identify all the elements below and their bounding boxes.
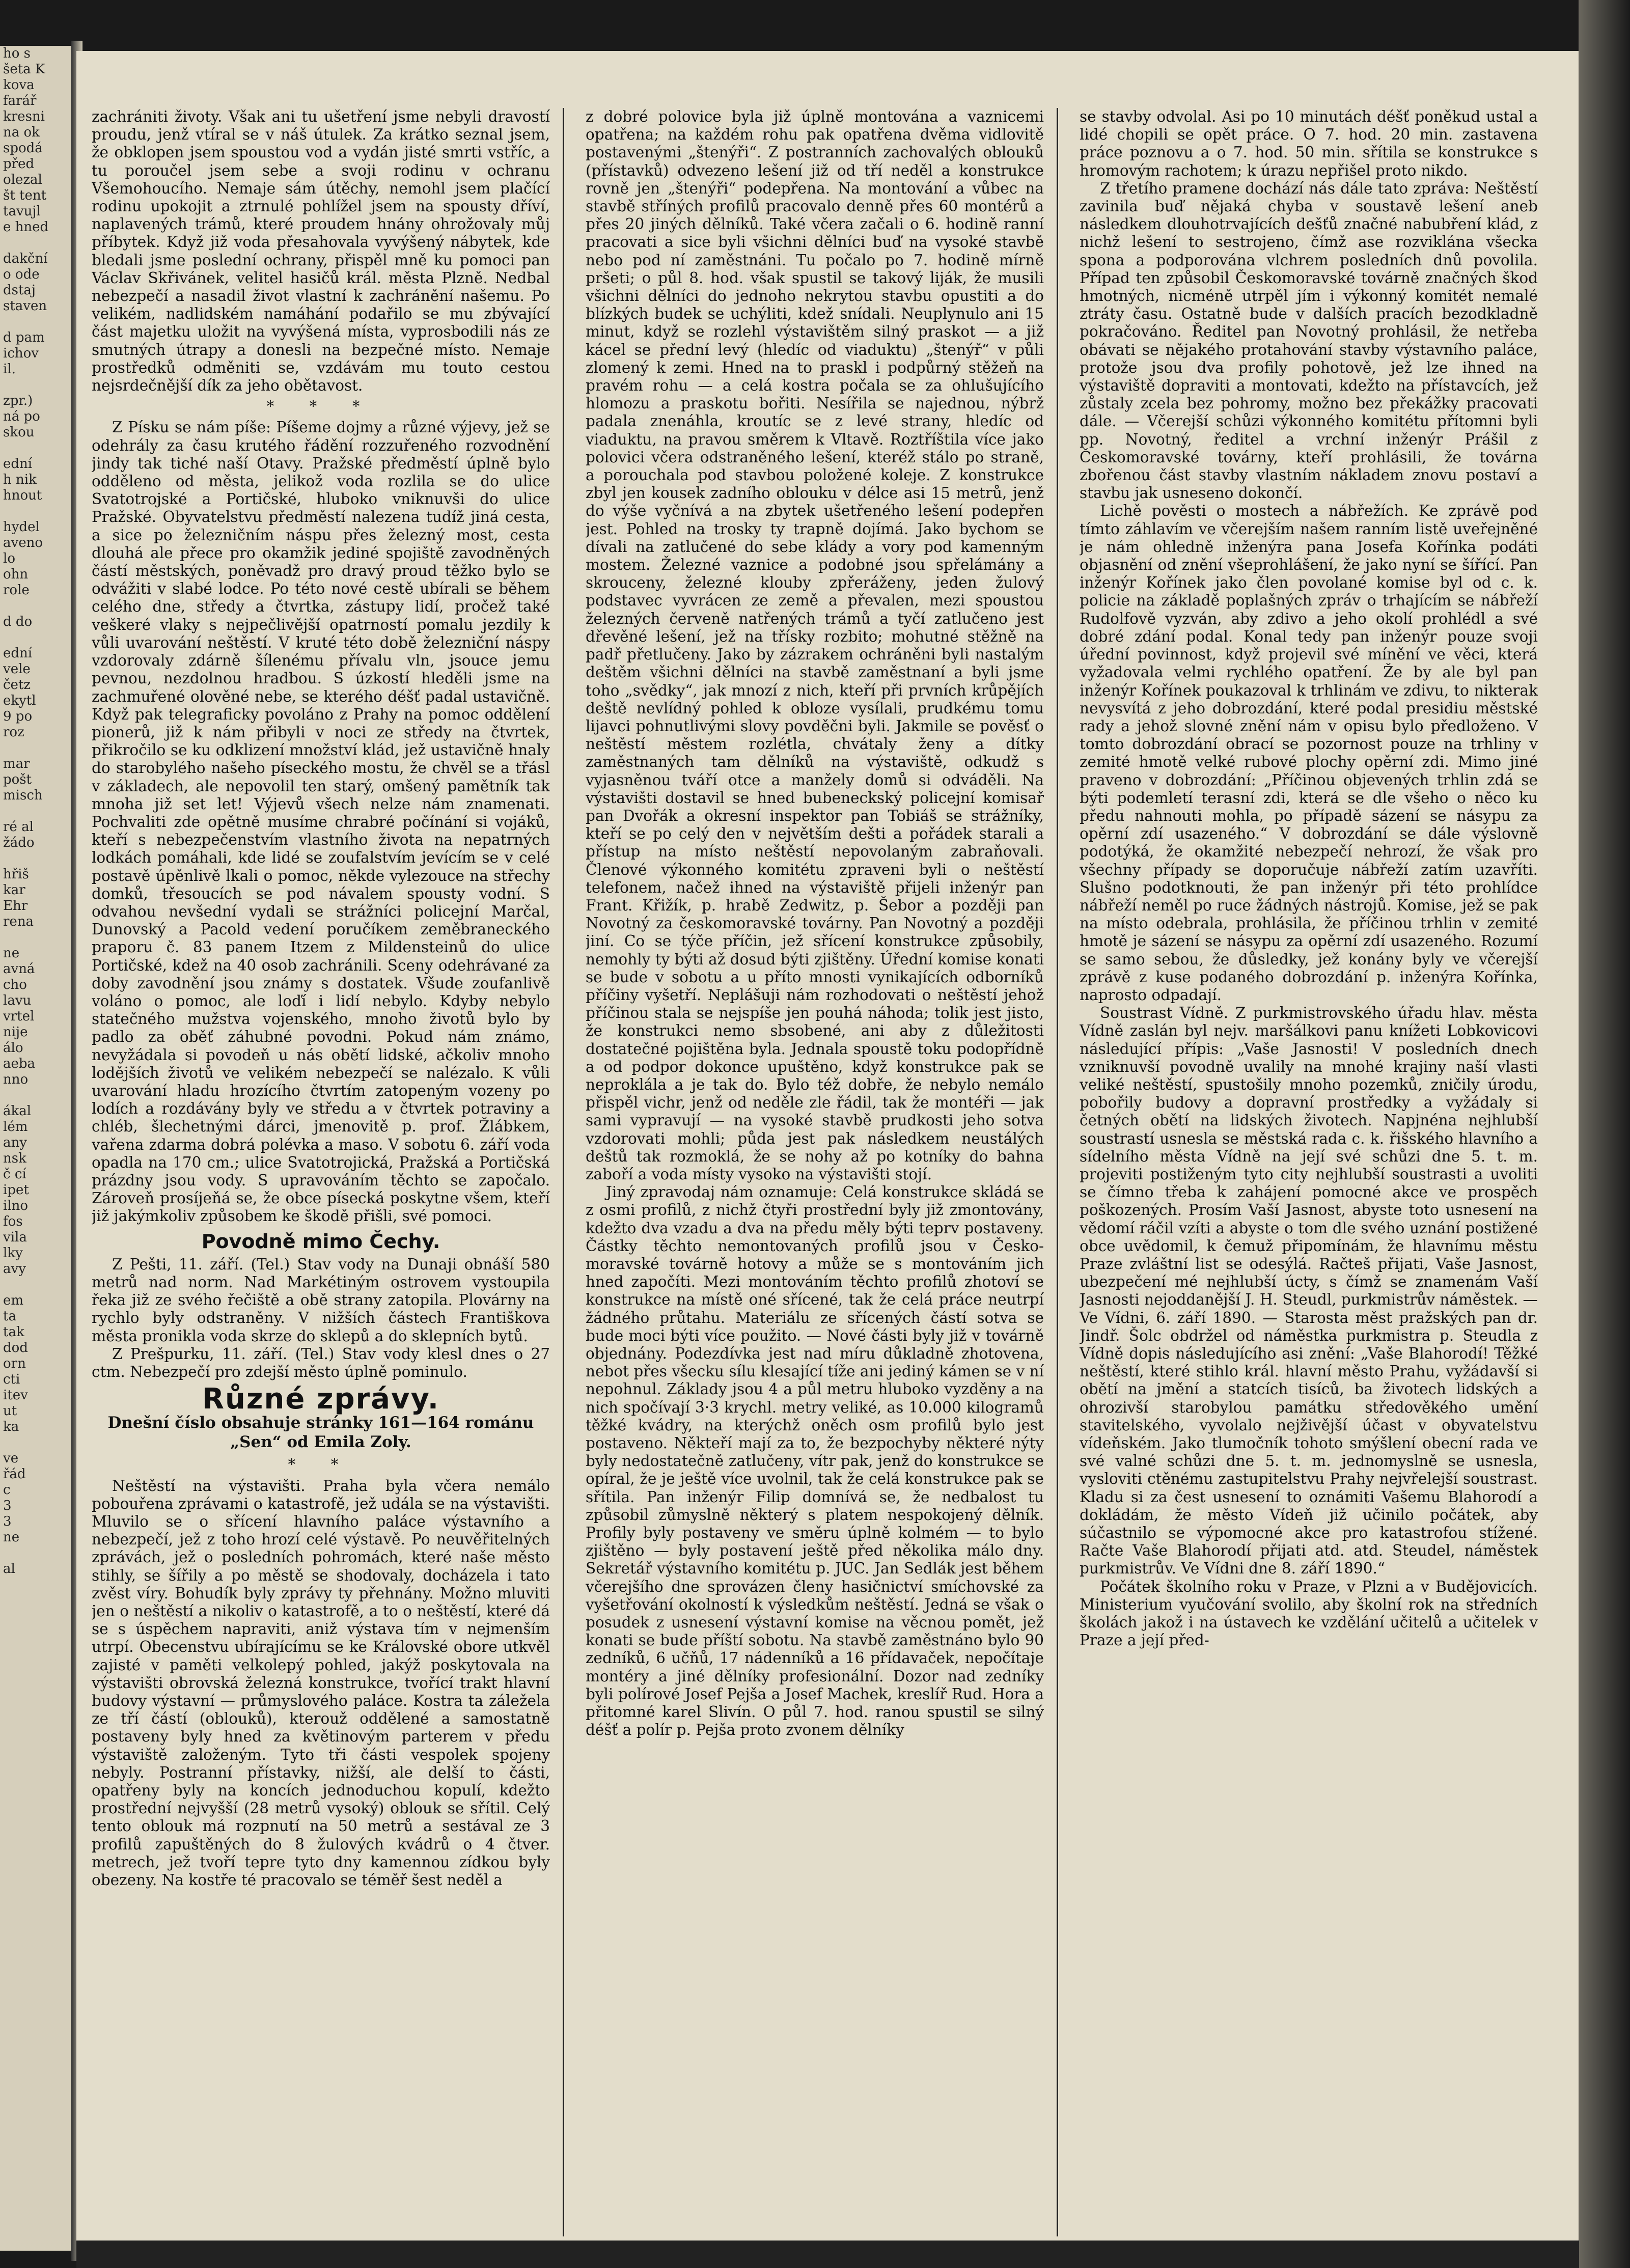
edge-fragment: olezal xyxy=(3,172,42,187)
edge-fragment: žádo xyxy=(3,835,35,850)
edge-fragment: kova xyxy=(3,77,35,93)
edge-fragment: hřiš xyxy=(3,867,29,882)
edge-fragment: staven xyxy=(3,298,47,314)
section-separator: * * xyxy=(288,1456,354,1474)
edge-fragment: ední xyxy=(3,646,33,661)
column-1 xyxy=(92,108,550,2242)
edge-fragment: pošt xyxy=(3,772,32,787)
edge-fragment: ka xyxy=(3,1419,19,1434)
edge-fragment: četz xyxy=(3,677,31,693)
edge-fragment: kresni xyxy=(3,109,45,124)
edge-fragment: ohn xyxy=(3,567,29,582)
edge-fragment: ho s xyxy=(3,46,31,61)
edge-fragment: dakční xyxy=(3,251,48,266)
edge-fragment: nije xyxy=(3,1025,28,1040)
edge-fragment: ve xyxy=(3,1451,19,1466)
edge-fragment: vila xyxy=(3,1230,27,1245)
edge-fragment: roz xyxy=(3,725,24,740)
edge-fragment: ne xyxy=(3,946,20,961)
edge-fragment: ední xyxy=(3,456,33,472)
edge-fragment: álo xyxy=(3,1040,23,1056)
edge-fragment: skou xyxy=(3,425,35,440)
edge-fragment: e hned xyxy=(3,219,49,235)
edge-fragment: mar xyxy=(3,756,30,771)
edge-fragment: ichov xyxy=(3,346,39,361)
edge-fragment xyxy=(0,440,76,456)
article-paragraph: Soustrast Vídně. Z purkmistrovského úřadu hlav. města Vídně zaslán byl nejv. maršálkovi panu knížeti Lobkovicovi následující přípis: „Vaše Jasnosti! V posledních dnech vzniknuvší povodně uvalily na mnohé krajiny naší vlasti veliké neštěstí, spustošily mnoho pozemků, zničily úrodu, pobořily budovy a dopravní prostředky a vyžádaly si četných obětí na lidských životech. Napjnéna nejhlubší soustrastí usnesla se městská rada c. k. řišského hlavního a sídelního města Vídně na její své schůzi dne 5. t. m. projeviti postiženým tyto city nejhlubší soustrasti a uvoliti se čímno třeba k zahájení pomocné akce ve prospěch poškozených. Prosím Vaší Jasnost, abyste toto usnesení na vědomí ráčil vzíti a abyste o tom dle svého uznání postižené obce uvědomil, k čemuž připomínám, že hlavnímu městu Praze zvláštní list se odesýlá. Račteš přijati, Vaše Jasnost, ubezpečení mé nejhlubší úcty, s čímž se znamenám Vaší Jasnosti nejoddanější J. H. Steudl, purkmistrův náměstek. — Ve Vídni, 6. září 1890. — Starosta měst pražských pan dr. Jindř. Šolc obdržel od náměstka purkmistra p. Steudla z Vídně dopis následujícího asi znění: „Vaše Blahorodí! Těžké neštěstí, které stihlo král. hlavní město Prahu, vyžádavší si obětí na jmění a statcích tisíců, ba životech lidských a ohrozivší starobylou památku středověkého umění stavitelského, vyvolalo nejživější účast v obyvatelstvu vídeňském. Jako tlumočník tohoto smýšlení obecní rada ve své valné schůzi dne 5. t. m. jednomyslně se usnesla, vysloviti ctěnému zastupitelstvu Prahy nejvřelejší soustrast. Kladu si za čest usnesení to oznámiti Vašemu Blahorodí a dokládám, že město Vídeň již učinilo počátek, aby súčastnilo se výpomocné akce pro katastrofou stížené. Račte Vaše Blahorodí přijati atd. atd. Steudel, náměstek purkmistrův. Ve Vídni dne 8. září 1890.“ xyxy=(1080,1004,1538,1578)
column-rule xyxy=(1057,108,1058,2236)
edge-fragment: ta xyxy=(3,1309,16,1324)
edge-fragment xyxy=(0,630,76,646)
article-paragraph: Počátek školního roku v Praze, v Plzni a v Budějovicích. Ministerium vyučování svolilo, aby školní rok na středních školách jakož i na ústavech ke vzdělání učitelů a učitelek v Praze a její před- xyxy=(1080,1578,1538,1649)
article-paragraph: Z Pešti, 11. září. (Tel.) Stav vody na Dunaji obnáší 580 metrů nad norm. Nad Markétiným ostrovem vystoupila řeka již ze svého řečiště a obě strany zatopila. Plovárny na rychlo byly odstraněny. V nižších částech Františkova města pronikla voda skrze do sklepů a do sklepních bytů. xyxy=(92,1255,550,1345)
edge-fragment xyxy=(0,314,76,330)
edge-fragment xyxy=(0,504,76,519)
edge-fragment xyxy=(0,1277,76,1293)
edge-fragment: d pam xyxy=(3,330,45,345)
edge-fragment: em xyxy=(3,1293,24,1308)
edge-fragment xyxy=(0,1088,76,1103)
edge-fragment: cho xyxy=(3,977,27,992)
edge-fragment: ilno xyxy=(3,1198,29,1213)
edge-fragment xyxy=(0,235,76,251)
edge-fragment: misch xyxy=(3,788,43,803)
edge-fragment: aveno xyxy=(3,535,43,550)
edge-fragment: al xyxy=(3,1561,15,1576)
edge-fragment: orn xyxy=(3,1356,26,1371)
edge-fragment: vele xyxy=(3,661,31,677)
edge-fragment: č cí xyxy=(3,1167,26,1182)
column-3 xyxy=(1080,108,1538,2242)
edge-fragment: c xyxy=(3,1482,11,1498)
edge-fragment: d do xyxy=(3,614,33,629)
newspaper-page xyxy=(76,51,1579,2246)
edge-fragment: ne xyxy=(3,1530,20,1545)
article-paragraph: Z Prešpurku, 11. září. (Tel.) Stav vody klesl dnes o 27 ctm. Nebezpečí pro zdejší město úplně pominulo. xyxy=(92,1345,550,1381)
edge-fragment: hydel xyxy=(3,519,40,535)
edge-fragment: 3 xyxy=(3,1498,12,1513)
section-banner: Různé zprávy. xyxy=(202,1382,440,1416)
edge-fragment: 9 po xyxy=(3,709,33,724)
edge-fragment: ákal xyxy=(3,1103,32,1119)
edge-fragment: lém xyxy=(3,1119,28,1135)
section-heading: Povodně mimo Čechy. xyxy=(201,1230,440,1253)
edge-fragment xyxy=(0,1545,76,1561)
article-paragraph: Neštěstí na výstavišti. Praha byla včera nemálo pobouřena zprávami o katastrofě, jež udála se na výstavišti. Mluvilo se o sřícení hlavního paláce výstavního a nebezpečí, jež z toho hrozí celé výstavě. Po neuvěřitelných zprávách, jež o posledních pohromách, které naše město stihly, se šířily a po městě se shodovaly, docházela i tato zvěst víry. Bohudík byly zprávy ty přehnány. Možno mluviti jen o neštěstí a nikoliv o katastrofě, a to o neštěstí, které dá se s úspěchem napraviti, aniž výstava tím v nejmenším utrpí. Obecenstvu ubírajícímu se ke Královské obore utkvěl zajisté v paměti velkolepý pohled, jakýž poskytovala na výstavišti obrovská železná konstrukce, tvořící trakt hlavní budovy výstavní — průmyslového paláce. Kostra ta záležela ze tří částí (oblouků), kterouž oddělené a samostatně postaveny byly hned za květinovým parterem v předu výstaviště založeným. Tyto tři části vespolek spojeny nebyly. Postranní přístavky, nižší, ale delší to části, opatřeny byly na koncích jednoduchou kopulí, kdežto prostřední nejvyšší (28 metrů vysoký) oblouk se sřítil. Celý tento oblouk má rozpnutí na 50 metrů a sestával ze 3 profilů zapuštěných do 8 žulových kvádrů o 4 čtver. metrech, jež tvoří tepre tyto dny kamennou zídkou byly obezeny. Na kostře té pracovalo se téměř šest neděl a xyxy=(92,1477,550,1889)
edge-fragment: št tent xyxy=(3,188,47,203)
edge-fragment: ut xyxy=(3,1403,17,1419)
edge-fragment: ipet xyxy=(3,1182,29,1198)
edge-fragment: Ehr xyxy=(3,898,28,914)
edge-fragment xyxy=(0,930,76,946)
scan-border xyxy=(1579,0,1630,2268)
edge-fragment xyxy=(0,1435,76,1451)
edge-fragment: na ok xyxy=(3,125,40,140)
edge-fragment xyxy=(0,377,76,393)
edge-fragment: nno xyxy=(3,1072,29,1087)
edge-fragment: il. xyxy=(3,362,16,377)
edge-fragment: itev xyxy=(3,1388,28,1403)
article-paragraph: Z třetího pramene dochází nás dále tato zpráva: Neštěstí zavinila buď nějaká chyba v soustavě lešení aneb následkem dlouhotrvajících dešťů značné nabubření klád, z nichž lešení to sestrojeno, čímž ase rozviklána všecka spona a podporována vlchrem posledních dnů povolila. Případ ten způsobil Českomoravské továrně značných škod hmotných, nicméně utrpěl jím i výkonný komitét nemalé ztráty času. Ostatně bude v dalších pracích bezodkladně pokračováno. Ředitel pan Novotný prohlásil, že netřeba obávati se nějakého protahování stavby výstavního paláce, protože jsou dva profily pohotově, jež lze ihned na výstaviště dopraviti a montovati, kdežto na přístavcích, jež zůstaly zcela bez pohromy, možno bez překážky pracovati dále. — Včerejší schůzi výkonného komitétu přítomni byli pp. Novotný, ředitel a vrchní inženýr Prášil z Českomoravské továrny, kteří prohlásili, že továrna zbořenou část stavby vlastním nákladem znovu postaví a stavbu jak usneseno dokončí. xyxy=(1080,179,1538,502)
article-paragraph: Lichě pověsti o mostech a nábřežích. Ke zprávě pod tímto záhlavím ve včerejším našem ranním listě uveřejněné je nám ohledně inženýra pana Josefa Kořínka podáti objasnění od znění všeprohlášení, že jako nyní se šířící. Pan inženýr Kořínek jako člen povolané komise byl od c. k. policie na základě poplašných zpráv o trhajícím se nábřeží Rudolfově vyzván, aby zdivo a jeho okolí prohlédl a své dobré zdání podal. Konal tedy pan inženýr pouze svoji úřední povinnost, když projevil své mínění ve věci, která vyžadovala velmi rychlého opatření. Že by ale byl pan inženýr Kořínek poukazoval k trhlinám ve zdivu, to nikterak nevysvítá z jeho dobrozdání, které podal presidiu městské rady a jehož slovné znění nám v opisu bylo předloženo. V tomto dobrozdání obrací se pozornost pouze na trhliny v zemité hmotě velké rubové plochy opěrní zdi. Mimo jiné praveno v dobrozdání: „Příčinou objevených trhlin zdá se býti podemletí terasní zdi, která se dle všeho o něco ku předu nahnouti mohla, po případě sázení se násypu za opěrní zdí usazeného.“ V dobrozdání se dále výslovně podotýká, že okamžité nebezpečí nehrozí, že však pro všechny případy se doporučuje nábřeží zatím uzavříti. Slušno podotknouti, že pan inženýr při této prohlídce nábřeží neměl po ruce žádných nástrojů. Komise, jež se pak na místo odebrala, prohlásila, že příčinou trhlin v zemité hmotě je sázení se násypu za opěrní zdí usazeného. Rozumí se samo sebou, že důsledky, jež konány byly ve včerejší zprávě z kuse podaného dobrozdání p. inženýra Kořínka, naprosto odpadají. xyxy=(1080,502,1538,1004)
edge-fragment: hnout xyxy=(3,488,42,503)
edge-fragment: h nik xyxy=(3,472,37,487)
adjacent-page-edge xyxy=(0,46,76,2251)
article-paragraph: zachrániti životy. Však ani tu ušetření jsme nebyli dravostí proudu, jenž vtíral se v náš útulek. Za krátko seznal jsem, že obklopen jsem spoustou vod a vydán jisté smrti vstříc, a tu poroučel jsem sebe a svoji rodinu v ochranu Všemohoucího. Nemaje sám útěchy, nemohl jsem plačící rodinu upokojit a ztrnulé pohlížel jsem na spousty dříví, naplavených trámů, které proudem hnány ohrožovaly můj příbytek. Když již voda přesahovala vyvýšený nábytek, kde bledali jsme poslední ochrany, přispěl mně ku pomoci pan Václav Skřivánek, velitel hasičů král. města Plzně. Nedbal nebezpečí a nasadil život vlastní k zachránění našemu. Po velikém, nadlidském namáhání podařilo se mu zbývající část majetku uložit na vyvýšená místa, vyprosbodili nás ze smutných útrapy a donesli na bezpečné místo. Nemaje prostředků odměniti se, vzdávám mu touto cestou nejsrdečnější dík za jeho obětavost. xyxy=(92,108,550,395)
column-2 xyxy=(586,108,1044,2242)
edge-fragment: dod xyxy=(3,1340,28,1356)
edge-fragment: nsk xyxy=(3,1151,26,1166)
edge-fragment: tak xyxy=(3,1324,24,1340)
edge-fragment: ré al xyxy=(3,819,34,835)
edge-fragment: avná xyxy=(3,961,35,977)
edge-fragment: any xyxy=(3,1135,27,1150)
edge-fragment: rena xyxy=(3,914,34,929)
edge-fragment: dstaj xyxy=(3,283,36,298)
edge-fragment: lavu xyxy=(3,993,32,1008)
edge-fragment: kar xyxy=(3,882,25,898)
article-paragraph: se stavby odvolal. Asi po 10 minutách déšť poněkud ustal a lidé chopili se opět práce. O 7. hod. 20 min. zastavena práce poznovu a o 7. hod. 50 min. sřítila se konstrukce s hromovým rachotem; k úrazu nepřišel proto nikdo. xyxy=(1080,108,1538,179)
edge-fragment: cti xyxy=(3,1372,20,1387)
edge-fragment: řád xyxy=(3,1467,26,1482)
edge-fragment: spodá xyxy=(3,141,43,156)
edge-fragment: ekytl xyxy=(3,693,36,708)
article-paragraph: z dobré polovice byla již úplně montována a vaznicemi opatřena; na každém rohu pak opatřena dvěma vidlovitě postavenými „štenýři“. Z postranních zachovalých oblouků (přístavků) odvezeno lešení již od tří neděl a konstrukce rovně jen „štenýři“ podepřena. Na montování a vůbec na stavbě stříných profilů pracovalo denně přes 60 montérů a přes 20 jiných dělníků. Také včera začali o 6. hodině ranní pracovati a sice byli všichni dělníci buď na vysoké stavbě nebo pod ní zaměstnáni. Tu počalo po 7. hodině mírně pršeti; o půl 8. hod. však spustil se takový liják, že musili všichni dělníci do jednoho nekrytou stavbu opustiti a do blízkých budek se uchýliti, kdež snídali. Neuplynulo ani 15 minut, když se rozlehl výstavištěm silný praskot — a již kácel se přední levý (hledíc od viaduktu) „štenýř“ v půli zlomený k zemi. Hned na to praskl i podpůrný stěžeň na pravém rohu — a celá kostra počala se za ohlušujícího hlomozu a praskotu bořiti. Nesířila se najednou, nýbrž padala znenáhla, kroutíc se z levé strany, hledíc od viaduktu, na pravou směrem k Vltavě. Roztříštila více jako polovici včera odstraněného lešení, kteréž stálo po straně, a porouchala pod stavbou položené koleje. Z konstrukce zbyl jen kousek zadního oblouku v délce asi 15 metrů, jenž do výše vyčnívá a na zbytek ušetřeného lešení podepřen jest. Pohled na trosky ty trapně dojímá. Jako bychom se dívali na zatlučené do sebe klády a vory pod kamenným mostem. Železné vaznice a podobné jsou spřelámány a skrouceny, železné klouby zpřeráženy, jeden žulový podstavec vyvrácen ze země a převalen, mezi spoustou železných červeně natřených trámů a tyčí zatlučeno jest dřevěné lešení, jež na třísky rozbito; mohutné stěžně na padř přetlučeny. Jako by zázrakem ochráněni byli nastalým deštěm všichni dělníci na stavbě zaměstnaní a byli jsme toho „svědky“, jak mnozí z nich, kteří při prvních krůpějích deště nevlídný pohled k obloze vysílali, prudkému tomu lijavci pohnutlivými slovy povděčni byli. Jakmile se pověsť o neštěstí městem rozlétla, chvátaly ženy a dítky zaměstnaných tam dělníků na výstaviště, odkudž s vyjasněnou tváří otce a manžely domů si odváděli. Na výstavišti dostavil se hned bubeneckský policejní komisař pan Dvořák a okresní inspektor pan Tobiáš se strážníky, kteří se po celý den v největším dešti a pořádek starali a přístup na místo neštěstí nepovolaným zabraňovali. Členové výkonného komitétu zpraveni byli o neštěstí telefonem, načež ihned na výstaviště přijeli inženýr pan Frant. Křižík, p. hrabě Zedwitz, p. Šebor a později pan Novotný za českomoravské továrny. Pan Novotný a později jiní. Co se týče příčin, jež sřícení konstrukce způsobily, nemohly ty býti až dosud býti zjištěny. Úřední komise konati se bude v sobotu a u příto mnosti vynikajících odborníků příčiny vyšetří. Neplášuji nám rozhodovati o neštěstí jehož příčinou stala se nejspíše jen pouhá náhoda; tolik jest jisto, že konstrukci nemo sbsobené, ani aby z důležitosti dostatečné pojištěna byla. Jednala spoustě toku podopřídně a od podpor dokonce upuštěno, když konstrukce pak se neproklála a je tak do. Bylo též dobře, že nebylo nemálo přispěl vichr, jenž od neděle zle řádil, tak že montéři — jak sami vypravují — na vysoké stavbě prudkosti jeho sotva vzdorovati mohli; půda jest pak následkem neustálých deštů tak rozmoklá, že se nohy až po kotníky do bahna zaboří a voda místy vysoko na výstavišti stojí. xyxy=(586,108,1044,1183)
edge-fragment xyxy=(0,740,76,756)
edge-fragment: vrtel xyxy=(3,1009,35,1024)
edge-fragment: o ode xyxy=(3,267,40,282)
edge-fragment xyxy=(0,804,76,819)
column-rule xyxy=(563,108,564,2236)
scan-border xyxy=(76,2241,1579,2268)
edge-fragment: lky xyxy=(3,1246,23,1261)
edge-fragment: ná po xyxy=(3,409,40,424)
section-separator: * * * xyxy=(266,398,375,416)
edge-fragment: role xyxy=(3,583,30,598)
edge-fragment xyxy=(0,598,76,614)
edge-fragment: zpr.) xyxy=(3,393,33,408)
article-paragraph: Z Písku se nám píše: Píšeme dojmy a různé výjevy, jež se odehrály za času krutého řádění rozzuřeného rozvodnění jindy tak tiché naší Otavy. Pražské předměstí úplně bylo odděleno od města, jelikož voda rozlila se do ulice Svatotrojské a Portičské, hluboko vniknuvši do ulice Pražské. Obyvatelstvu předměstí nalezena tudíž jiná cesta, a sice po železničním náspu přes železný most, cesta dlouhá ale přece pro okamžik jediné spojiště zavodněných částí městských, poněvadž pro dravý proud těžko bylo se odvážiti v slabé lodce. Po této nové cestě ubírali se během celého dne, středy a čtvrtka, zástupy lidí, pročež také veškeré vlaky s nejpečlivější opatrností pomalu jezdily k vůli uvarování neštěstí. V kruté této době železniční náspy vzdorovaly zdárně šílenému přívalu vln, jsouce jemu pevnou, nezdolnou hradbou. S úzkostí hleděli jsme na zachmuřené olověné nebe, se kterého déšť padal ustavičně. Když pak telegraficky povoláno z Prahy na pomoc oddělení pionerů, již k nám přibyli v noci ze středy na čtvrtek, přikročilo se ku odklizení množství klád, jež ustavičně hnaly do starobylého našeho píseckého mostu, že chvěl se a třásl v základech, ale nepovolil ten starý, omšený pamětník tak mnoha již set let! Výjevů všech nelze nám znamenati. Pochvaliti zde opětně musíme chrabré počínání si vojáků, kteří s nebezpečenstvím vlastního života na nepatrných lodkách pomáhali, kde lidé se zoufalstvím jevícím se v celé postavě úpěnlivě lkali o pomoc, někde vylezouce na střechy domků, třesoucích se pod návalem spousty vodní. S odvahou nevšední vydali se strážníci policejní Marčal, Dunovský a Pacold vedení poručíkem zeměbraneckého praporu č. 83 panem Itzem z Mildensteinů do ulice Portičské, kdež na 40 osob zachránili. Sceny odehrávané za doby zavodnění jsou známy s dostatek. Všude zoufanlivě voláno o pomoc, ale loďí i lidí nebylo. Kdyby nebylo statečného mužstva vojenského, mnoho životů bylo by padlo za oběť záhubné povodni. Pokud nám známo, nevyžádala si povodeň u nás obětí lidské, ačkoliv mnoho lodějších životů ve velikém nebezpečí se nalézalo. K vůli uvarování hladu hrozícího čtvrtím zatopeným vozeny po lodích a rozdávány byly ve středu a v čtvrtek potraviny a chléb, šlechetnými dárci, jmenovitě p. prof. Žlábkem, vařena zdarma dobrá polévka a maso. V sobotu 6. září voda opadla na 170 cm.; ulice Svatotrojická, Pražská a Portičská prázdny jsou vody. S upravováním těchto se započalo. Zároveň prosíjeňá se, že obce písecká poskytne všem, kteří již jakýmkoliv způsobem ke škodě přišli, své pomoci. xyxy=(92,419,550,1225)
edge-fragment: avy xyxy=(3,1261,26,1277)
edge-fragment: aeba xyxy=(3,1056,36,1071)
edge-fragment xyxy=(0,851,76,867)
edge-fragment: farář xyxy=(3,93,37,108)
edge-fragment: 3 xyxy=(3,1514,12,1529)
edge-fragment: tavujl xyxy=(3,204,41,219)
edge-fragment: před xyxy=(3,156,35,172)
novel-notice: Dnešní číslo obsahuje stránky 161—164 románu „Sen“ od Emila Zoly. xyxy=(107,1414,534,1452)
edge-fragment: lo xyxy=(3,551,15,566)
edge-fragment: fos xyxy=(3,1214,23,1229)
edge-fragment: šeta K xyxy=(3,62,45,77)
article-paragraph: Jiný zpravodaj nám oznamuje: Celá konstrukce skládá se z osmi profilů, z nichž čtyři prostřední byly již zmontovány, kdežto dva vzadu a dva na předu měly býti teprv postaveny. Částky těchto nemontovaných profilů jsou v Česko-moravské továrně hotovy a může se s montováním jich hned započíti. Mezi montováním těchto profilů zhotoví se konstrukce na místě oné sřícené, tak že celá práce neutrpí žádného průtahu. Materiálu ze sřícených částí sotva se bude moci býti více použito. — Nové části byly již v továrně objednány. Podezdívka jest nad míru důkladně zhotovena, nebot přes všecku sílu klesající tíže ani jediný kámen se v ní nepohnul. Základy jsou 4 a půl metru hluboko vyzděny a na nich spočívají 3·3 krychl. metry veliké, as 10.000 kilogramů těžké kvádry, na kterýchž oněch osm profilů bylo jest postaveno. Někteří mají za to, že bezpochyby některé nýty byly nedostatečně zatlučeny, vítr pak, jenž do konstrukce se opíral, že je ještě více uvolnil, tak že celá konstrukce pak se sřítila. Pan inženýr Filip domnívá se, že nedbalost tu způsobil zůmyslně některý s platem nespokojený dělník. Profily byly postaveny ve směru úplně kolmém — to bylo zjištěno — byly postavení ještě před několika málo dny. Sekretář výstavního komitétu p. JUC. Jan Sedlák jest během včerejšího dne sprovázen členy hasičnictví smíchovské za vyšetřování okolností k výsledkům neštěstí. Jedná se však o posudek z usnesení výstavní komise na věcnou pomět, jež konati se bude příští sobotu. Na stavbě zaměstnáno bylo 90 zedníků, 6 učňů, 17 nádenníků a 16 přídavaček, nepočítaje montéry a jiné dělníky profesionální. Dozor nad zedníky byli polírové Josef Pejša a Josef Machek, kreslíř Rud. Hora a přitomné karel Slivín. O půl 7. hod. ranou spustil se silný déšť a polír p. Pejša proto zvonem dělníky xyxy=(586,1183,1044,1739)
